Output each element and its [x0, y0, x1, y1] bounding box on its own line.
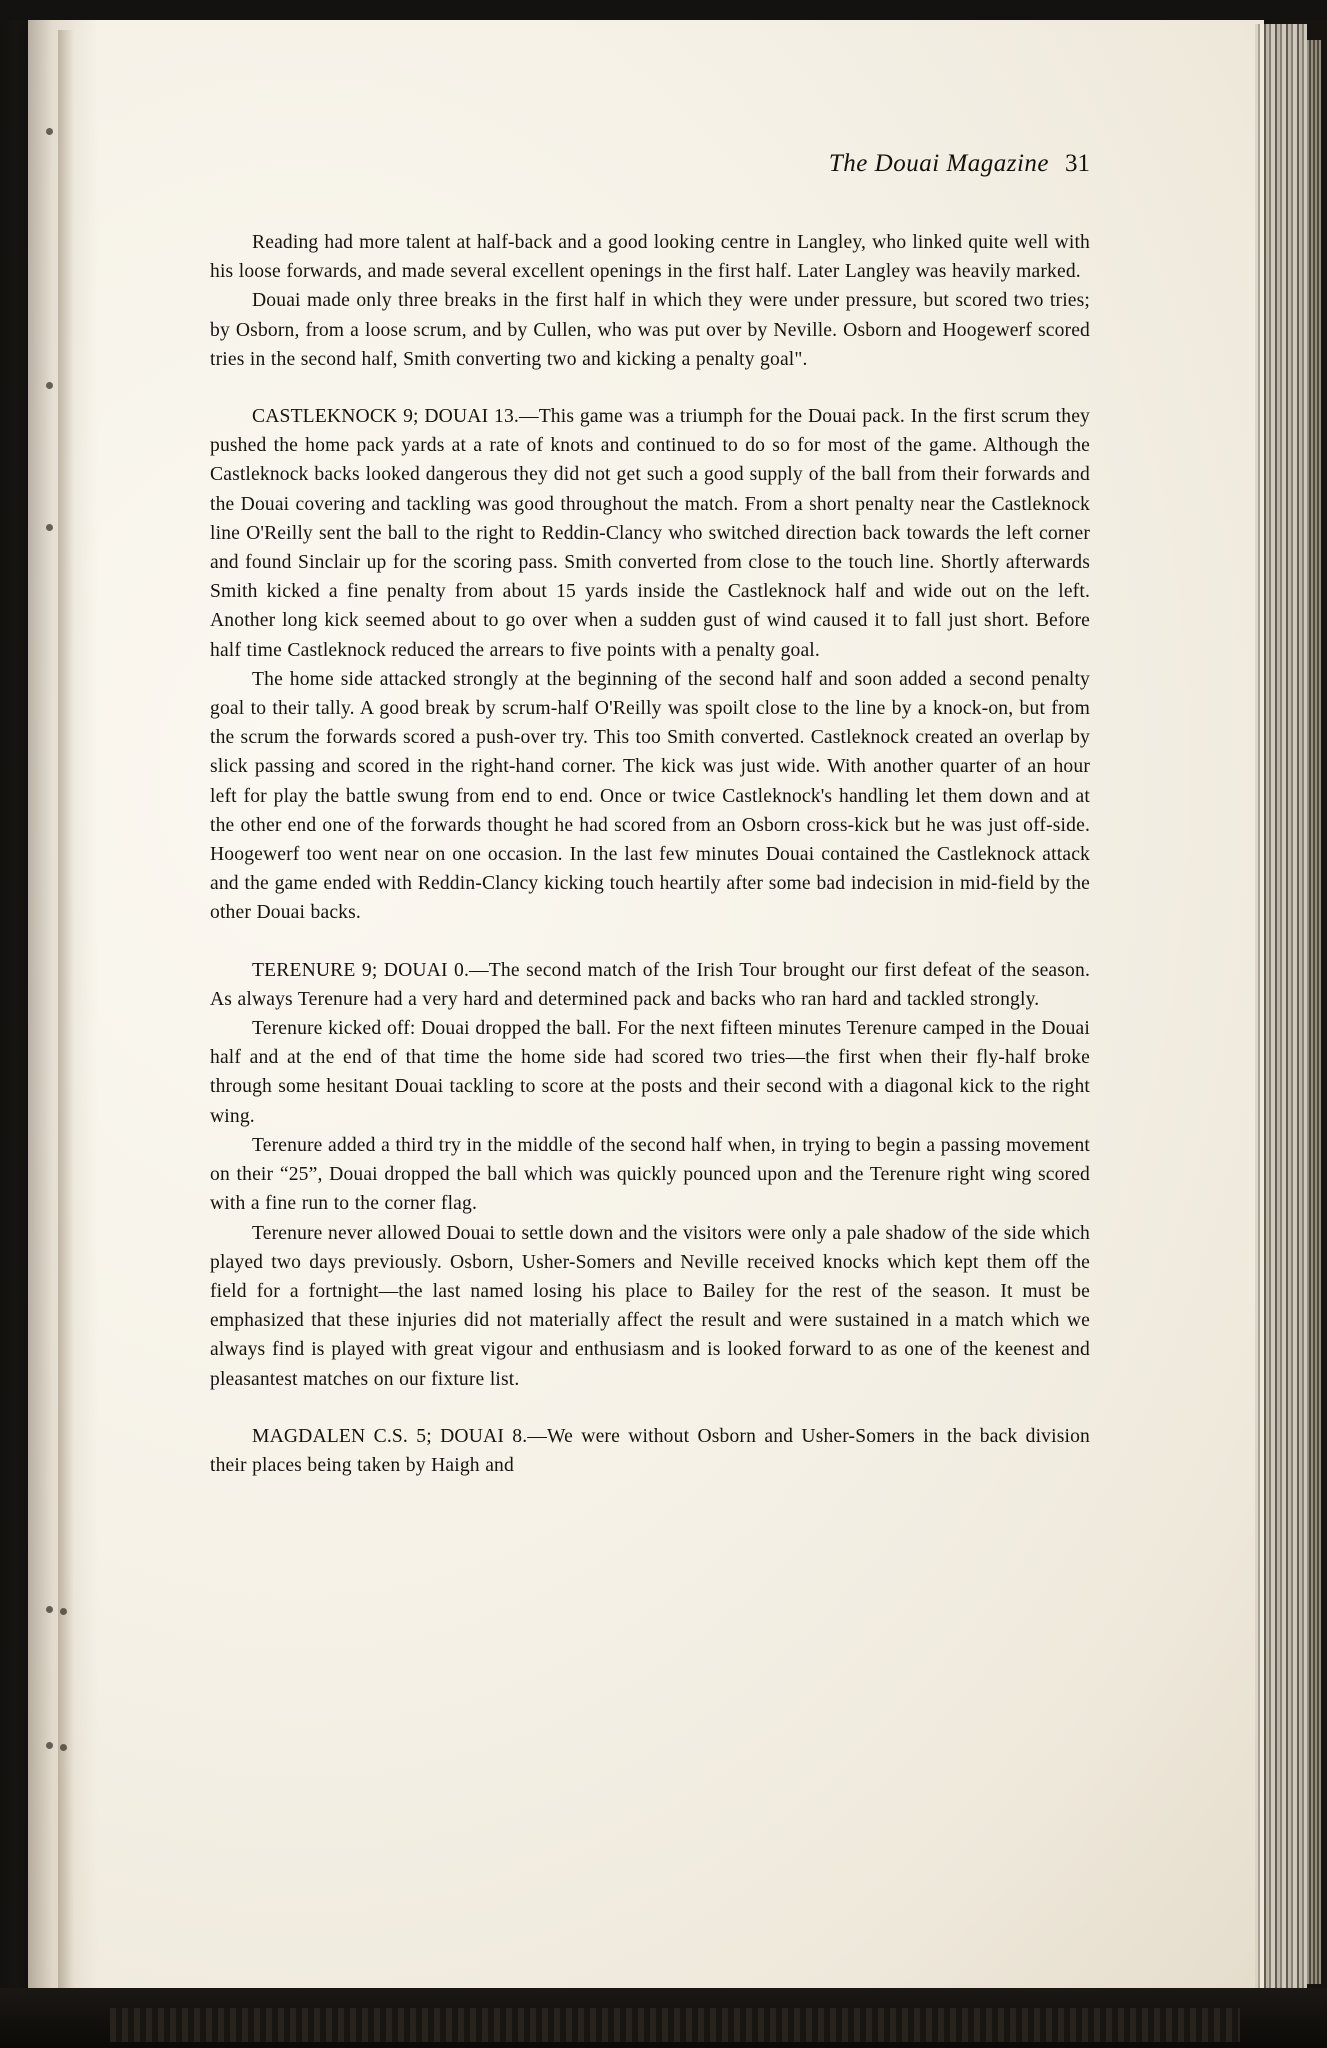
- capture-rig-bottom-texture: [110, 2008, 1240, 2042]
- binding-hole: [46, 128, 53, 135]
- book-fore-edge-outer: [1307, 40, 1321, 1984]
- paragraph: Terenure never allowed Douai to settle down and the visitors were only a pale shadow of the side which played two days previously. Osborn, Usher-Somers and Neville received knocks which kept them off the field for a fortnight—the last named losing his place to Bailey for the rest of the season. It must be emphasized that these injuries did not materially affect the result and were sustained in a match which we always find is played with great vigour and enthusiasm and is looked forward to as one of the keenest and pleasantest matches on our fixture list.: [210, 1222, 1090, 1390]
- paragraph-spacer: [210, 928, 1090, 956]
- binding-hole: [60, 1608, 67, 1615]
- book-fore-edge: [1255, 24, 1307, 2000]
- paragraph: The home side attacked strongly at the beginning of the second half and soon added a second penalty goal to their tally. A good break by scrum-half O'Reilly was spoilt close to the line by a knock-on, but from the scrum the forwards scored a push-over try. This too Smith converted. Castleknock created an overlap by slick passing and scored in the right-hand corner. The kick was just wide. With another quarter of an hour left for play the battle swung from end to end. Once or twice Castleknock's handling let them down and at the other end one of the forwards thought he had scored from an Osborn cross-kick but he was just off-side. Hoogewerf too went near on one occasion. In the last few minutes Douai contained the Castleknock attack and the game ended with Reddin-Clancy kicking touch heartily after some bad indecision in mid-field by the other Douai backs.: [210, 668, 1090, 924]
- binding-hole: [60, 1744, 67, 1751]
- running-head-title: The Douai Magazine: [828, 150, 1049, 177]
- binding-hole: [46, 1742, 53, 1749]
- paragraph: Douai made only three breaks in the first half in which they were under pressure, but scored two tries; by Osborn, from a loose scrum, and by Cullen, who was put over by Neville. Osborn and Hoogewerf scored tries in the second half, Smith converting two and kicking a penalty goal".: [210, 290, 1090, 370]
- paragraph: Terenure added a third try in the middle of the second half when, in trying to begin a passing movement on their “25”, Douai dropped the ball which was quickly pounced upon and the Terenure right wing scored with a fine run to the corner flag.: [210, 1134, 1090, 1215]
- capture-rig-top-bar: [0, 0, 1327, 20]
- page-text-column: [210, 150, 1090, 1480]
- paragraph-spacer: [210, 1394, 1090, 1422]
- binding-hole: [46, 1606, 53, 1613]
- paragraph-spacer: [210, 374, 1090, 402]
- running-head: [210, 150, 1090, 178]
- page-number: 31: [1065, 150, 1090, 177]
- capture-rig-bottom-bar: [0, 1988, 1327, 2048]
- binding-hole: [46, 524, 53, 531]
- match-report-castleknock: CASTLEKNOCK 9; DOUAI 13.—This game was a triumph for the Douai pack. In the first scrum they pushed the home pack yards at a rate of knots and continued to do so for most of the game. Although the Castleknock backs looked dangerous they did not get such a good supply of the ball from their forwards and the Douai covering and tackling was good throughout the match. From a short penalty near the Castleknock line O'Reilly sent the ball to the right to Reddin-Clancy who switched direction back towards the left corner and found Sinclair up for the scoring pass. Smith converted from close to the touch line. Shortly afterwards Smith kicked a fine penalty from about 15 yards inside the Castleknock half and wide out on the left. Another long kick seemed about to go over when a sudden gust of wind caused it to fall just short. Before half time Castleknock reduced the arrears to five points with a penalty goal.: [210, 406, 1090, 661]
- binding-hole: [46, 382, 53, 389]
- match-report-terenure: TERENURE 9; DOUAI 0.—The second match of the Irish Tour brought our first defeat of the season. As always Terenure had a very hard and determined pack and backs who ran hard and tackled strongly.: [210, 959, 1090, 1010]
- match-report-magdalen: MAGDALEN C.S. 5; DOUAI 8.—We were without Osborn and Usher-Somers in the back division their places being taken by Haigh and: [210, 1425, 1090, 1476]
- page-edge-curl: [58, 30, 74, 1990]
- paragraph: Reading had more talent at half-back and a good looking centre in Langley, who linked quite well with his loose forwards, and made several excellent openings in the first half. Later Langley was heavily marked.: [210, 232, 1090, 283]
- paragraph: Terenure kicked off: Douai dropped the ball. For the next fifteen minutes Terenure camped in the Douai half and at the end of that time the home side had scored two tries—the first when their fly-half broke through some hesitant Douai tackling to score at the posts and their second with a diagonal kick to the right wing.: [210, 1018, 1090, 1127]
